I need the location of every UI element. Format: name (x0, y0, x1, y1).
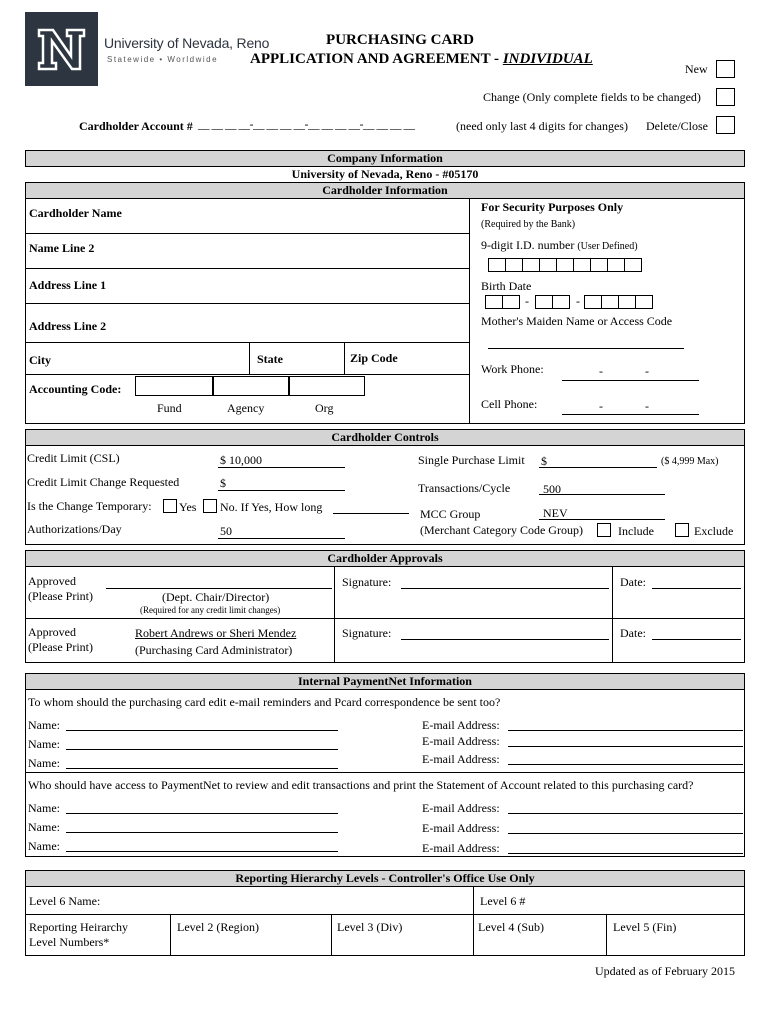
paymentnet-question-2: Who should have access to PaymentNet to review and edit transactions and print the Statement of Account related to this purchasing card? (28, 778, 694, 792)
paymentnet-header: Internal PaymentNet Information (25, 673, 745, 690)
delete-label: Delete/Close (646, 119, 708, 133)
include-checkbox[interactable] (597, 523, 611, 537)
divider (170, 914, 171, 956)
id-number-boxes[interactable] (488, 258, 641, 272)
digit-box[interactable] (502, 295, 520, 309)
birth-date-label: Birth Date (481, 279, 532, 293)
name-line2-label: Name Line 2 (29, 241, 95, 255)
approvals-header: Cardholder Approvals (25, 550, 745, 567)
divider (25, 303, 469, 304)
digit-box[interactable] (488, 258, 506, 272)
divider (25, 342, 469, 343)
divider (606, 914, 607, 956)
new-checkbox[interactable] (716, 60, 735, 78)
digit-box[interactable] (556, 258, 574, 272)
email-field-2[interactable] (508, 746, 743, 747)
exclude-label: Exclude (694, 524, 734, 538)
mcc-sub: (Merchant Category Code Group) (420, 523, 583, 537)
include-label: Include (618, 524, 654, 538)
transactions-value: 500 (543, 482, 561, 496)
agency-field[interactable] (213, 376, 289, 396)
email-label: E-mail Address: (422, 841, 500, 855)
birth-dash-1: - (525, 294, 529, 308)
city-label: City (29, 353, 51, 367)
divider (25, 233, 469, 234)
signature-label: Signature: (342, 575, 392, 589)
digit-box[interactable] (552, 295, 570, 309)
divider (25, 914, 745, 915)
signature-line-1[interactable] (401, 588, 609, 589)
email-label: E-mail Address: (422, 734, 500, 748)
reporting-header: Reporting Hierarchy Levels - Controller's Office Use Only (25, 870, 745, 887)
credit-limit-label: Credit Limit (CSL) (27, 451, 120, 465)
digit-box[interactable] (584, 295, 602, 309)
cell-phone-dash-2: - (645, 399, 649, 413)
company-value: University of Nevada, Reno - #05170 (291, 167, 479, 181)
yes-label: Yes (179, 500, 197, 514)
level5-label: Level 5 (Fin) (613, 920, 677, 934)
dept-chair-name-line[interactable] (106, 588, 332, 589)
cardholder-info-header: Cardholder Information (25, 182, 745, 199)
name-field-4[interactable] (66, 813, 338, 814)
account-number-field[interactable]: __ __ __ __-__ __ __ __-__ __ __ __-__ __ __ __ (198, 117, 415, 131)
birth-day-boxes[interactable] (535, 295, 569, 309)
university-logo (25, 12, 98, 86)
email-label: E-mail Address: (422, 752, 500, 766)
email-label: E-mail Address: (422, 801, 500, 815)
single-limit-label: Single Purchase Limit (418, 453, 525, 467)
digit-box[interactable] (535, 295, 553, 309)
signature-line-2[interactable] (401, 639, 609, 640)
name-label: Name: (28, 820, 60, 834)
please-print-label: (Please Print) (28, 640, 93, 654)
signature-label: Signature: (342, 626, 392, 640)
new-label: New (685, 62, 708, 76)
zip-label: Zip Code (350, 351, 398, 365)
org-field[interactable] (289, 376, 365, 396)
fund-field[interactable] (135, 376, 213, 396)
work-phone-label: Work Phone: (481, 362, 544, 376)
divider (25, 618, 745, 619)
work-phone-dash-2: - (645, 364, 649, 378)
maiden-name-line[interactable] (488, 348, 684, 349)
exclude-checkbox[interactable] (675, 523, 689, 537)
university-name: University of Nevada, Reno (104, 35, 270, 51)
digit-box[interactable] (505, 258, 523, 272)
dept-chair-label: (Dept. Chair/Director) (162, 590, 270, 604)
mcc-value: NEV (543, 506, 568, 520)
change-checkbox[interactable] (716, 88, 735, 106)
digit-box[interactable] (618, 295, 636, 309)
name-label: Name: (28, 737, 60, 751)
auth-value: 50 (220, 524, 232, 538)
mcc-line[interactable] (539, 519, 665, 520)
divider (469, 198, 470, 424)
name-field-6[interactable] (66, 851, 338, 852)
level-numbers-label: Level Numbers* (29, 935, 110, 949)
divider (331, 914, 332, 956)
digit-box[interactable] (624, 258, 642, 272)
name-field-1[interactable] (66, 730, 338, 731)
digit-box[interactable] (539, 258, 557, 272)
email-field-3[interactable] (508, 764, 743, 765)
name-field-2[interactable] (66, 749, 338, 750)
org-label: Org (315, 401, 334, 415)
name-label: Name: (28, 756, 60, 770)
divider (25, 772, 745, 773)
controls-header: Cardholder Controls (25, 429, 745, 446)
cardholder-info-box (25, 198, 745, 424)
change-label: Change (Only complete fields to be changed) (483, 90, 701, 104)
how-long-line[interactable] (333, 513, 409, 514)
work-phone-field[interactable] (562, 380, 699, 381)
divider (344, 342, 345, 374)
reporting-hierarchy-label: Reporting Heirarchy (29, 920, 128, 934)
mcc-label: MCC Group (420, 507, 481, 521)
digit-box[interactable] (522, 258, 540, 272)
cardholder-name-label: Cardholder Name (29, 206, 122, 220)
single-limit-max: ($ 4,999 Max) (661, 456, 719, 467)
delete-checkbox[interactable] (716, 116, 735, 134)
no-label: No. If Yes, How long (220, 500, 323, 514)
digit-box[interactable] (601, 295, 619, 309)
divider (249, 342, 250, 374)
name-field-3[interactable] (66, 768, 338, 769)
digit-box[interactable] (635, 295, 653, 309)
transactions-line[interactable] (539, 494, 665, 495)
credit-change-value: $ (220, 476, 226, 490)
accounting-code-label: Accounting Code: (29, 382, 122, 396)
id-number-text: 9-digit I.D. number (481, 238, 575, 252)
digit-box[interactable] (607, 258, 625, 272)
auth-label: Authorizations/Day (27, 522, 122, 536)
paymentnet-question-1: To whom should the purchasing card edit e-mail reminders and Pcard correspondence be sent too? (28, 695, 501, 709)
please-print-label: (Please Print) (28, 589, 93, 603)
credit-change-label: Credit Limit Change Requested (27, 475, 180, 489)
email-field-4[interactable] (508, 813, 743, 814)
divider (25, 268, 469, 269)
updated-note: Updated as of February 2015 (595, 964, 735, 978)
transactions-label: Transactions/Cycle (418, 481, 511, 495)
required-note: (Required for any credit limit changes) (140, 605, 281, 615)
date-label: Date: (620, 575, 646, 589)
work-phone-dash-1: - (599, 364, 603, 378)
level6-number-label: Level 6 # (480, 894, 526, 908)
fund-label: Fund (157, 401, 182, 415)
form-subtitle-prefix: APPLICATION AND AGREEMENT - (250, 51, 503, 67)
digit-box[interactable] (590, 258, 608, 272)
agency-label: Agency (227, 401, 265, 415)
account-note: (need only last 4 digits for changes) (456, 119, 628, 133)
university-tagline: Statewide • Worldwide (107, 55, 219, 64)
name-label: Name: (28, 718, 60, 732)
temporary-no-checkbox[interactable] (203, 499, 217, 513)
cell-phone-field[interactable] (562, 414, 699, 415)
credit-limit-line[interactable] (218, 467, 345, 468)
company-info-header: Company Information (25, 150, 745, 167)
id-number-sub: (User Defined) (577, 241, 638, 252)
date-line-2[interactable] (652, 639, 741, 640)
state-label: State (257, 352, 283, 366)
security-subtitle: (Required by the Bank) (481, 219, 576, 230)
digit-box[interactable] (485, 295, 503, 309)
single-limit-value: $ (541, 454, 547, 468)
id-number-label (481, 238, 638, 253)
divider (612, 566, 613, 663)
temporary-yes-checkbox[interactable] (163, 499, 177, 513)
email-label: E-mail Address: (422, 821, 500, 835)
admin-names: Robert Andrews or Sheri Mendez (135, 626, 297, 640)
form-subtitle (250, 51, 593, 68)
email-field-6[interactable] (508, 853, 743, 854)
level6-name-label: Level 6 Name: (29, 894, 101, 908)
birth-year-boxes[interactable] (584, 295, 652, 309)
level2-label: Level 2 (Region) (177, 920, 259, 934)
address1-label: Address Line 1 (29, 278, 107, 292)
birth-dash-2: - (576, 294, 580, 308)
level3-label: Level 3 (Div) (337, 920, 403, 934)
cell-phone-dash-1: - (599, 399, 603, 413)
birth-month-boxes[interactable] (485, 295, 519, 309)
name-label: Name: (28, 801, 60, 815)
form-title: PURCHASING CARD (326, 32, 474, 48)
divider (334, 566, 335, 663)
cell-phone-label: Cell Phone: (481, 397, 538, 411)
credit-change-line[interactable] (218, 490, 345, 491)
single-limit-line[interactable] (539, 467, 657, 468)
date-label: Date: (620, 626, 646, 640)
address2-label: Address Line 2 (29, 319, 107, 333)
email-field-1[interactable] (508, 730, 743, 731)
name-field-5[interactable] (66, 832, 338, 833)
approved-label: Approved (28, 625, 76, 639)
admin-title: (Purchasing Card Administrator) (135, 643, 293, 657)
credit-limit-value: $ 10,000 (220, 453, 262, 467)
divider (25, 374, 469, 375)
digit-box[interactable] (573, 258, 591, 272)
email-label: E-mail Address: (422, 718, 500, 732)
form-subtitle-emphasis: INDIVIDUAL (502, 51, 593, 67)
date-line-1[interactable] (652, 588, 741, 589)
name-label: Name: (28, 839, 60, 853)
approved-label: Approved (28, 574, 76, 588)
account-label: Cardholder Account # (79, 119, 193, 133)
temporary-label: Is the Change Temporary: (27, 499, 152, 513)
auth-line[interactable] (218, 538, 345, 539)
maiden-name-label: Mother's Maiden Name or Access Code (481, 314, 673, 328)
email-field-5[interactable] (508, 833, 743, 834)
security-title: For Security Purposes Only (481, 200, 624, 214)
level4-label: Level 4 (Sub) (478, 920, 544, 934)
divider (473, 886, 474, 956)
